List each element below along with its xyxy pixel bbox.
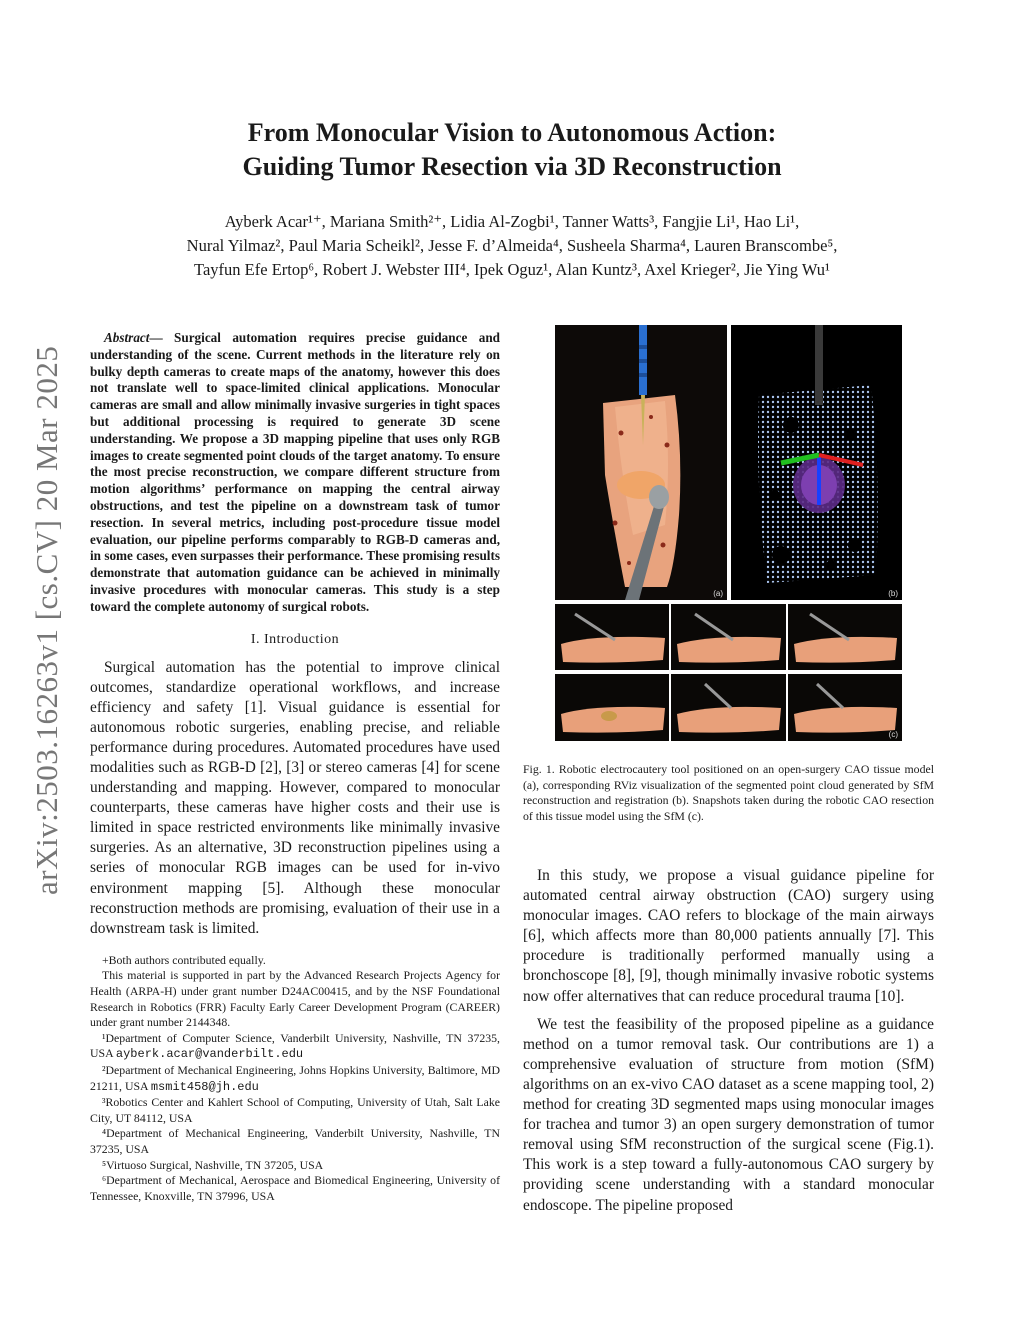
footnotes (90, 953, 500, 1205)
email-link-1[interactable]: ayberk.acar@vanderbilt.edu (115, 1047, 304, 1062)
author-line-1: Ayberk Acar¹⁺, Mariana Smith²⁺, Lidia Al-Zogbi¹, Tanner Watts³, Fangjie Li¹, Hao Li¹, (224, 212, 800, 231)
footnote-affiliation-6: ⁶Department of Mechanical, Aerospace and Biomedical Engineering, University of Tennessee, Knoxville, TN 37996, USA (90, 1173, 500, 1203)
intro-paragraph: Surgical automation has the potential to improve clinical outcomes, standardize operational workflows, and increase efficiency and safety [1]. Visual guidance is essential for autonomous robotic surgeries, enabling precise, and reliable performance during procedures. Automated procedures have used modalities such as RGB-D [2], [3] or stereo cameras [4] for scene understanding and mapping. However, compared to monocular counterparts, these cameras have higher costs and their use is limited in space restricted environments like minimally invasive surgeries. As an alternative, 3D reconstruction pipelines using a series of monocular RGB images can be used for in-vivo environment mapping [5]. Although these monocular reconstruction methods are promising, evaluation of their use in a downstream task is limited. (90, 658, 500, 937)
arxiv-sidebar-id: arXiv:2503.16263v1 [cs.CV] 20 Mar 2025 (29, 345, 64, 895)
right-column-text (523, 866, 934, 1216)
footnote-funding: This material is supported in part by the Advanced Research Projects Agency for Health (ARPA-H) under grant number D24AC00415, and by the NSF Foundational Research in Robotics (FRR) Faculty Early Career Development Program (CAREER) under grant number 2144348. (90, 968, 500, 1030)
snapshot-4 (555, 674, 669, 741)
figure-panel-b (731, 325, 902, 600)
snapshot-3 (788, 604, 902, 670)
point-cloud-visualization (731, 325, 902, 600)
tissue-model-photo (555, 325, 727, 600)
abstract (90, 330, 500, 616)
figure-caption: Fig. 1. Robotic electrocautery tool positioned on an open-surgery CAO tissue model (a), corresponding RViz visualization of the segmented point cloud generated by SfM reconstruction and registration (b). Snapshots taken during the robotic CAO resection of this tissue model using the SfM (c). (523, 762, 934, 823)
author-list (100, 210, 924, 282)
panel-label-c: (c) (888, 730, 898, 739)
email-link-2[interactable]: msmit458@jh.edu (150, 1079, 259, 1094)
footnote-affiliation-4: ⁴Department of Mechanical Engineering, Vanderbilt University, Nashville, TN 37235, USA (90, 1126, 500, 1156)
panel-label-a: (a) (713, 589, 723, 598)
panel-label-b: (b) (888, 589, 898, 598)
snapshot-5 (671, 674, 786, 741)
footnote-affiliation-3: ³Robotics Center and Kahlert School of Computing, University of Utah, Salt Lake City, UT 84112, USA (90, 1095, 500, 1125)
snapshot-2 (671, 604, 786, 670)
abstract-text: — Surgical automation requires precise guidance and understanding of the scene. Current methods in the literature rely on bulky depth cameras to create maps of the anatomy, however this does not translate well to space-limited clinical applications. Monocular cameras are small and allow minimally invasive surgeries in tight spaces but additional processing is required to generate 3D scene understanding. We propose a 3D mapping pipeline that uses only RGB images to create segmented point clouds of the target anatomy. To ensure the most precise reconstruction, we compare different structure from motion algorithms’ performance on mapping the central airway obstructions, and test the pipeline on a downstream task of tumor resection. In several metrics, including post-procedure tissue model evaluation, our pipeline performs comparably to RGB-D cameras and, in some cases, even surpasses their performance. These promising results demonstrate that automation guidance can be achieved in minimally invasive procedures with monocular cameras. This study is a step toward the complete autonomy of surgical robots. (90, 330, 500, 614)
title-line-2: Guiding Tumor Resection via 3D Reconstruction (242, 152, 782, 181)
paper-title (110, 116, 914, 184)
footnote-affiliation-2: ²Department of Mechanical Engineering, Johns Hopkins University, Baltimore, MD 21211, USA msmit458@jh.edu (90, 1063, 500, 1094)
abstract-label: Abstract (104, 330, 150, 345)
figure-1 (555, 325, 902, 741)
title-line-1: From Monocular Vision to Autonomous Action: (247, 118, 777, 147)
footnote-equal-contribution: +Both authors contributed equally. (102, 952, 266, 967)
right-paragraph-1: In this study, we propose a visual guidance pipeline for automated central airway obstruction (CAO) surgery using monocular images. CAO refers to blockage of the main airways [6], which affects more than 80,000 patients annually [7]. This procedure is traditionally performed manually using a bronchoscope [8], [9], though minimally invasive robotic systems now offer alternatives that can reduce procedural trauma [10]. (523, 867, 934, 1005)
resection-snapshots (555, 604, 902, 741)
footnote-affiliation-5: ⁵Virtuoso Surgical, Nashville, TN 37205, USA (102, 1157, 324, 1172)
figure-panel-a (555, 325, 727, 600)
right-paragraph-2: We test the feasibility of the proposed pipeline as a guidance method on a tumor removal task. Our contributions are 1) a comprehensive evaluation of structure from motion (SfM) algorithms on an ex-vivo CAO dataset as a scene mapping tool, 2) method for creating 3D segmented maps using monocular images for trachea and tumor 3) an open surgery demonstration of tumor removal using SfM reconstruction of the surgical scene (Fig.1). This work is a step toward a fully-autonomous CAO surgery by providing scene understanding with a standard monocular endoscope. The pipeline proposed (523, 1015, 934, 1214)
figure-panel-c (555, 604, 902, 741)
footnote-affiliation-1: ¹Department of Computer Science, Vanderbilt University, Nashville, TN 37235, USA ayberk.acar@vanderbilt.edu (90, 1030, 500, 1062)
author-line-2: Nural Yilmaz², Paul Maria Scheikl², Jesse F. d’Almeida⁴, Susheela Sharma⁴, Lauren Branscombe⁵, (186, 236, 838, 255)
author-line-3: Tayfun Efe Ertop⁶, Robert J. Webster III⁴, Ipek Oguz¹, Alan Kuntz³, Axel Krieger², Jie Ying Wu¹ (194, 260, 830, 279)
section-heading-introduction: I. Introduction (250, 631, 340, 647)
left-column (90, 330, 500, 1204)
snapshot-6 (788, 674, 902, 741)
snapshot-1 (555, 604, 669, 670)
